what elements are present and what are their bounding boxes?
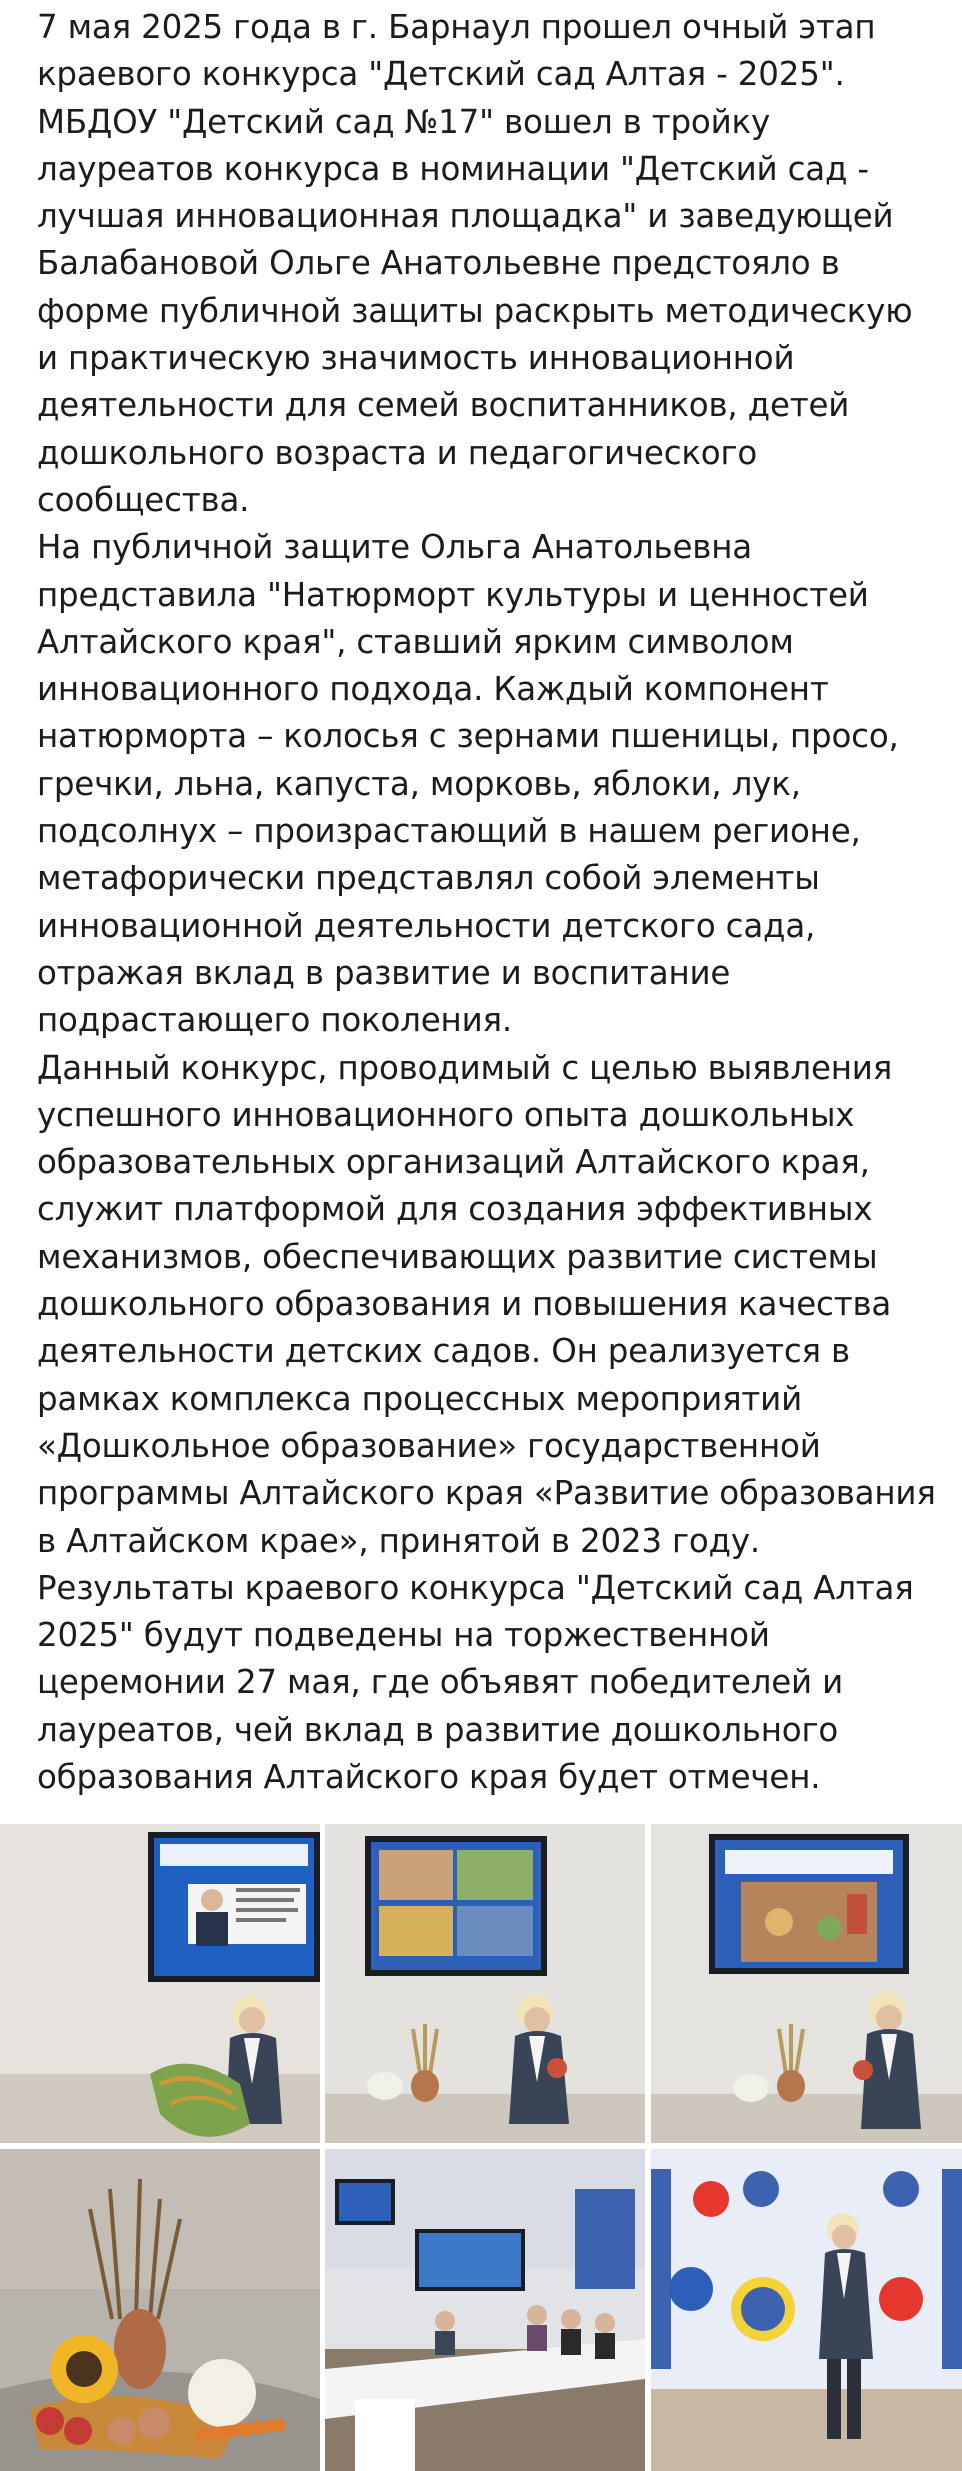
photo-gallery [0, 1824, 962, 2471]
post-paragraph: Результаты краевого конкурса "Детский сад Алтая 2025" будут подведены на торжественной церемонии 27 мая, где объявят победителей и лауреатов, чей вклад в развитие дошкольного образования Алтайского края будет отмечен. [37, 1568, 914, 1796]
gallery-photo-3[interactable] [651, 1824, 962, 2143]
photo-speaker-banner-icon [651, 2149, 962, 2471]
gallery-photo-5[interactable] [325, 2149, 645, 2471]
gallery-photo-2[interactable] [325, 1824, 645, 2143]
photo-presenter-slide-icon [0, 1824, 320, 2143]
gallery-photo-4[interactable] [0, 2149, 320, 2471]
photo-still-life-icon [0, 2149, 320, 2471]
photo-presenter-slide-icon [651, 1824, 962, 2143]
post-paragraph: 7 мая 2025 года в г. Барнаул прошел очный этап краевого конкурса "Детский сад Алтая - 2025". МБДОУ "Детский сад №17" вошел в тройку лауреатов конкурса в номинации "Детский сад - лучшая инновационная площадка" и заведующей Балабановой Ольге Анатольевне предстояло в форме публичной защиты раскрыть методическую и практическую значимость инновационной деятельности для семей воспитанников, детей дошкольного возраста и педагогического сообщества. [37, 8, 913, 519]
gallery-photo-6[interactable] [651, 2149, 962, 2471]
post-paragraph: На публичной защите Ольга Анатольевна представила "Натюрморт культуры и ценностей Алтайского края", ставший ярким символом инновационного подхода. Каждый компонент натюрморта – колосья с зернами пшеницы, просо, гречки, льна, капуста, морковь, яблоки, лук, подсолнух – произрастающий в нашем регионе, метафорически представлял собой элементы инновационной деятельности детского сада, отражая вклад в развитие и воспитание подрастающего поколения. [37, 528, 899, 1040]
photo-conference-room-icon [325, 2149, 645, 2471]
gallery-photo-1[interactable] [0, 1824, 320, 2143]
post-text [37, 4, 937, 1801]
post-paragraph: Данный конкурс, проводимый с целью выявления успешного инновационного опыта дошкольных образовательных организаций Алтайского края, служит платформой для создания эффективных механизмов, обеспечивающих развитие системы дошкольного образования и повышения качества деятельности детских садов. Он реализуется в рамках комплекса процессных мероприятий «Дошкольное образование» государственной программы Алтайского края «Развитие образования в Алтайском крае», принятой в 2023 году. [37, 1048, 936, 1560]
photo-presenter-slide-icon [325, 1824, 645, 2143]
